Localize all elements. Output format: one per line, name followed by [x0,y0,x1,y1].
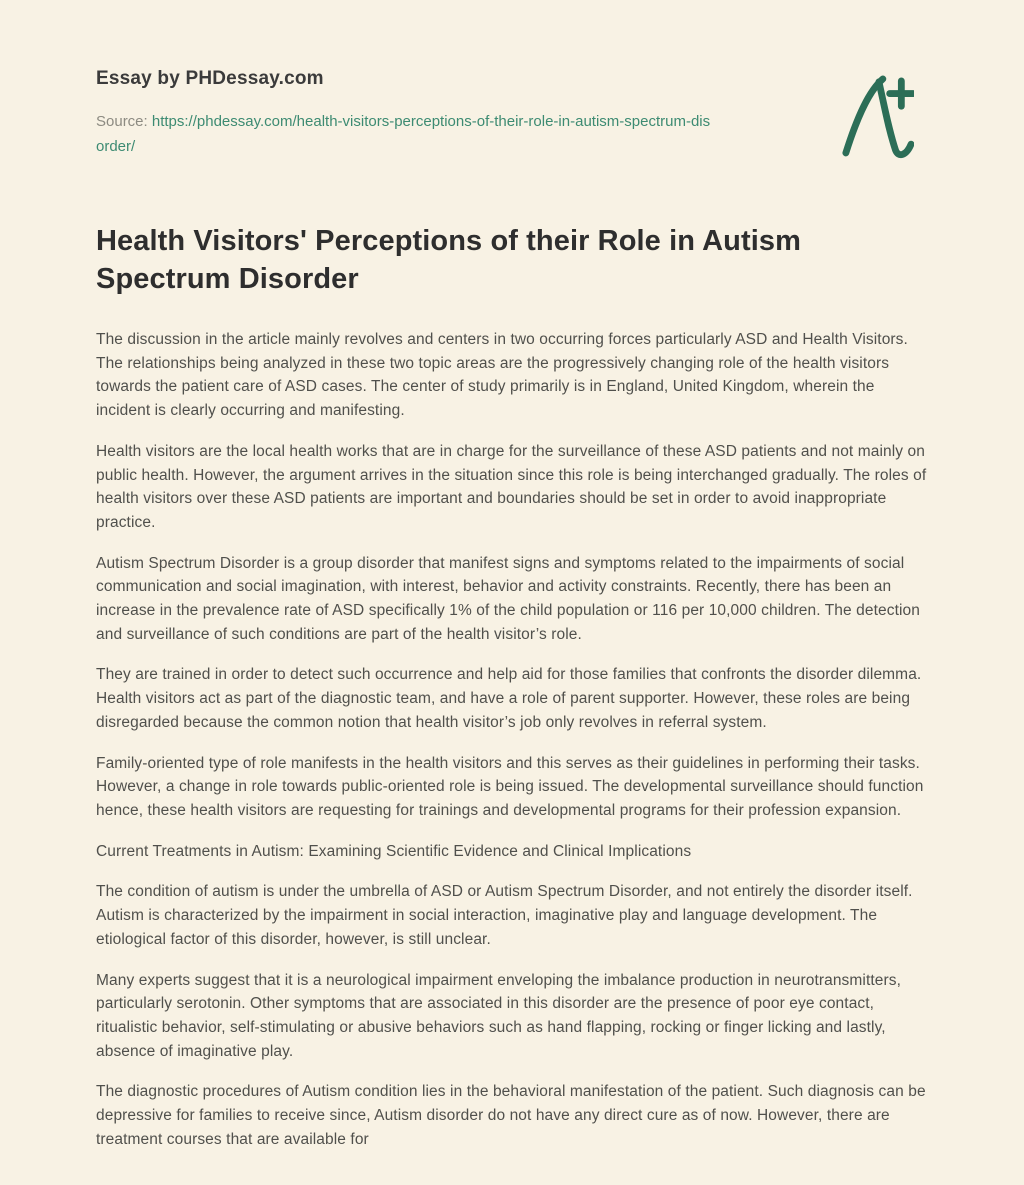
essay-body [96,328,928,1151]
a-plus-monogram-icon [840,68,914,160]
header-text [96,68,928,160]
essay-paragraph-6: Current Treatments in Autism: Examining Scientific Evidence and Clinical Implications [96,842,692,860]
phdessay-logo [840,68,914,160]
byline: Essay by PHDessay.com [96,68,324,89]
essay-title: Health Visitors' Perceptions of their Role in Autism Spectrum Disorder [96,224,802,295]
essay-paragraph-2: Health visitors are the local health works that are in charge for the surveillance of these ASD patients and not mainly on public health. However, the argument arrives in the situation since this role is being interchanged gradually. The roles of health visitors over these ASD patients are important and boundaries should be set in order to avoid inappropriate practice. [96,442,927,531]
source-url-link[interactable]: https://phdessay.com/health-visitors-perceptions-of-their-role-in-autism-spectrum-disorder/ [96,113,711,155]
essay-paragraph-9: The diagnostic procedures of Autism condition lies in the behavioral manifestation of the patient. Such diagnosis can be depressive for families to receive since, Autism disorder do not have any direct cure as of now. However, there are treatment courses that are available for [96,1083,926,1148]
essay-paragraph-8: Many experts suggest that it is a neurological impairment enveloping the imbalance production in neurotransmitters, particularly serotonin. Other symptoms that are associated in this disorder are the presence of poor eye contact, ritualistic behavior, self-stimulating or abusive behaviors such as hand flapping, rocking or finger licking and lastly, absence of imaginative play. [96,971,902,1060]
essay-paragraph-3: Autism Spectrum Disorder is a group disorder that manifest signs and symptoms related to the impairments of social communication and social imagination, with interest, behavior and activity constraints. Recently, there has been an increase in the prevalence rate of ASD specifically 1% of the child population or 116 per 10,000 children. The detection and surveillance of such conditions are part of the health visitor’s role. [96,554,920,643]
essay-paragraph-7: The condition of autism is under the umbrella of ASD or Autism Spectrum Disorder, and not entirely the disorder itself. Autism is characterized by the impairment in social interaction, imaginative play and language development. The etiological factor of this disorder, however, is still unclear. [96,883,913,948]
source-line [96,110,716,160]
essay-paragraph-1: The discussion in the article mainly revolves and centers in two occurring forces particularly ASD and Health Visitors. The relationships being analyzed in these two topic areas are the progressively changing role of the health visitors towards the patient care of ASD cases. The center of study primarily is in England, United Kingdom, wherein the incident is clearly occurring and manifesting. [96,331,908,420]
essay-content [96,222,928,1152]
essay-paragraph-5: Family-oriented type of role manifests in the health visitors and this serves as their guidelines in performing their tasks. However, a change in role towards public-oriented role is being issued. The developmental surveillance should function hence, these health visitors are requesting for trainings and developmental programs for their profession expansion. [96,754,924,819]
essay-paragraph-4: They are trained in order to detect such occurrence and help aid for those families that confronts the disorder dilemma. Health visitors act as part of the diagnostic team, and have a role of parent supporter. However, these roles are being disregarded because the common notion that health visitor’s job only revolves in referral system. [96,666,922,731]
page-header [96,68,928,160]
source-label: Source: [96,113,148,130]
